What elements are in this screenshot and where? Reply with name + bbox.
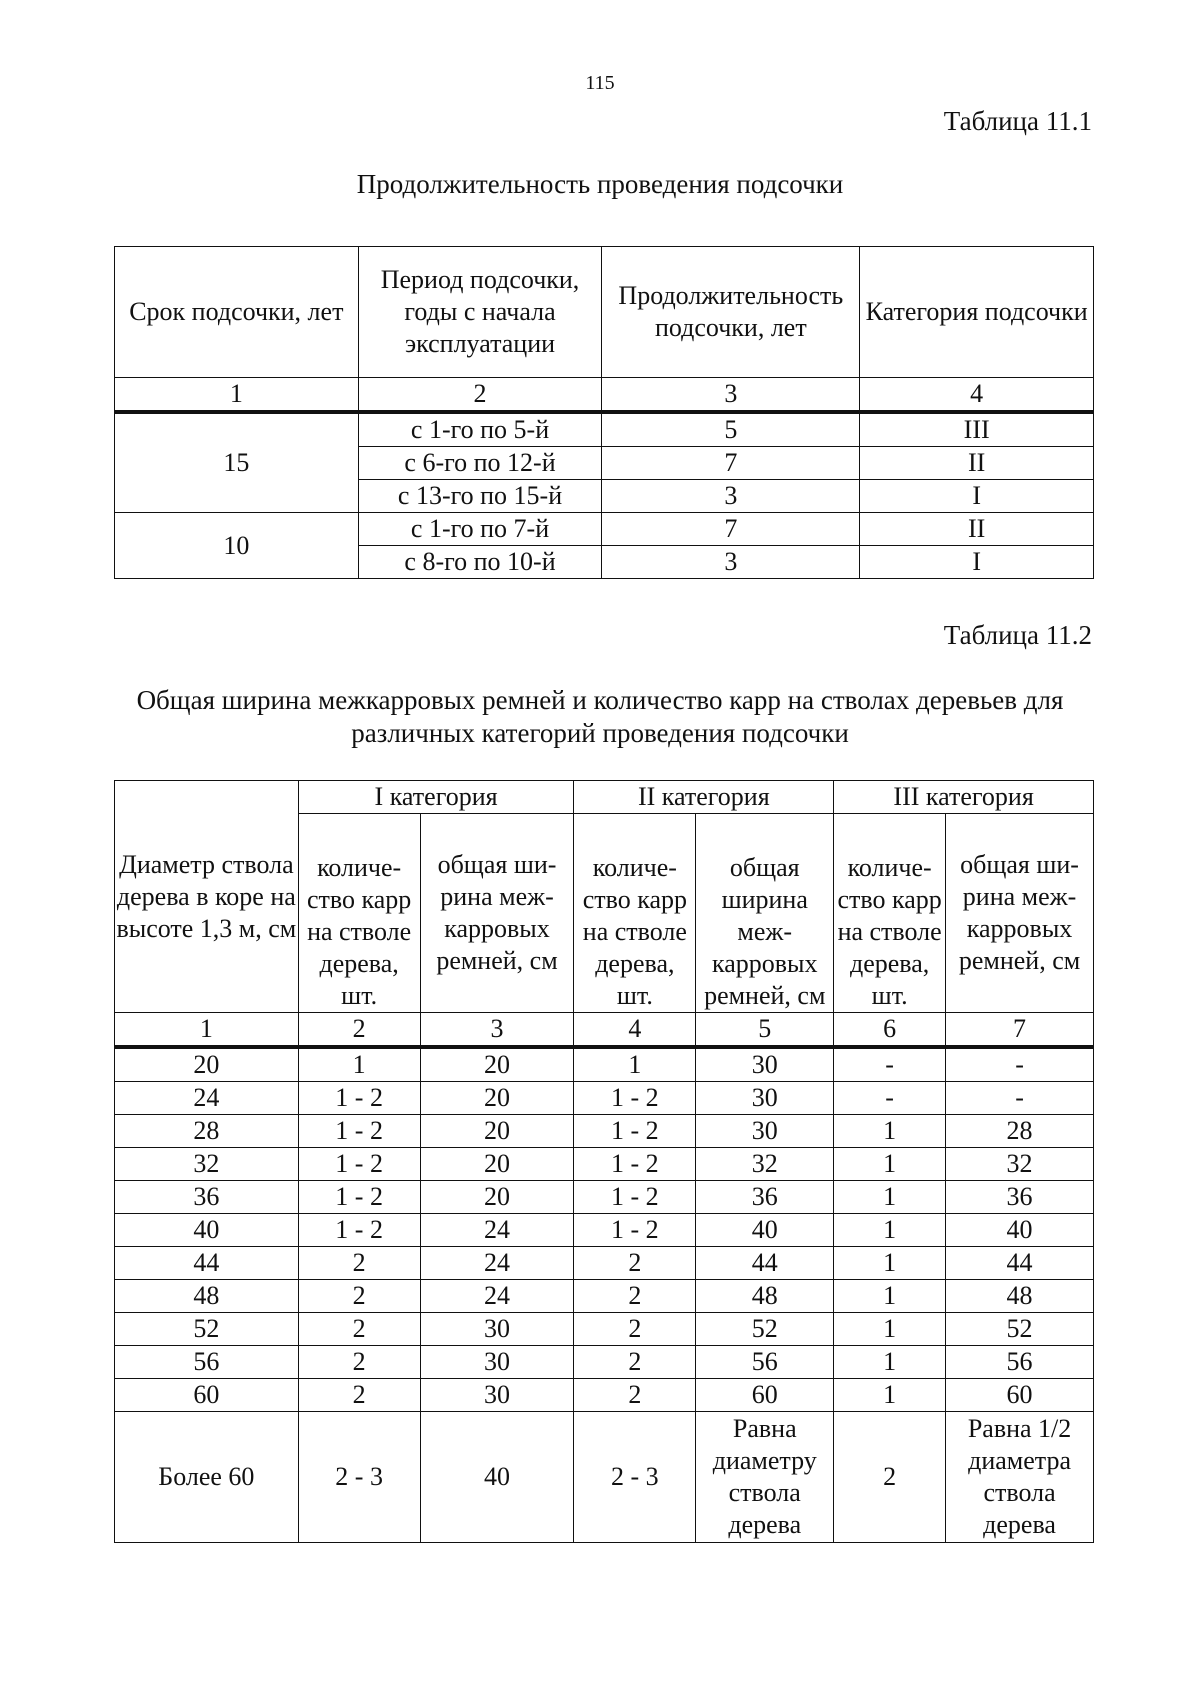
table-cell: 40 [420, 1412, 574, 1543]
table-row [115, 1214, 1094, 1247]
table-cell: 60 [115, 1379, 299, 1412]
category-cell: I [860, 480, 1094, 513]
table-cell: 30 [696, 1082, 834, 1115]
table-cell: 52 [946, 1313, 1094, 1346]
table-cell: 1 - 2 [298, 1148, 420, 1181]
table-cell: 1 - 2 [298, 1214, 420, 1247]
duration-cell: 3 [602, 480, 860, 513]
table-cell: 24 [420, 1214, 574, 1247]
table-row [115, 1148, 1094, 1181]
term-cell: 15 [115, 412, 359, 513]
table-cell: 2 [298, 1247, 420, 1280]
table-cell: 56 [115, 1346, 299, 1379]
category-cell: II [860, 447, 1094, 480]
table-row [115, 1346, 1094, 1379]
period-cell: с 13-го по 15-й [358, 480, 602, 513]
table-cell: 24 [420, 1280, 574, 1313]
column-number: 2 [298, 1013, 420, 1048]
table-11-1-title: Продолжительность проведения подсочки [356, 169, 844, 199]
table-cell: 1 [834, 1247, 946, 1280]
table-cell: 56 [946, 1346, 1094, 1379]
table-row [115, 1082, 1094, 1115]
table-cell: 1 - 2 [574, 1214, 696, 1247]
header-count: количе-ство карр на стволе дерева, шт. [298, 814, 420, 1013]
table-row [115, 513, 1094, 546]
table-cell: 1 - 2 [574, 1181, 696, 1214]
header-period: Период подсочки, годы с начала эксплуатации [358, 247, 602, 378]
table-cell: 1 [298, 1047, 420, 1082]
table-cell: 40 [115, 1214, 299, 1247]
table-cell: 1 - 2 [574, 1082, 696, 1115]
table-cell: 20 [420, 1082, 574, 1115]
table-cell: 36 [115, 1181, 299, 1214]
header-duration: Продолжительность подсочки, лет [602, 247, 860, 378]
table-cell: 1 - 2 [574, 1115, 696, 1148]
table-cell: 20 [115, 1047, 299, 1082]
column-number: 4 [860, 378, 1094, 413]
table-cell: 2 [574, 1313, 696, 1346]
table-cell: 52 [115, 1313, 299, 1346]
table-cell: 1 [834, 1181, 946, 1214]
duration-cell: 5 [602, 412, 860, 447]
table-cell: 44 [115, 1247, 299, 1280]
table-cell: 28 [115, 1115, 299, 1148]
table-cell: 1 [574, 1047, 696, 1082]
page-number: 115 [585, 72, 615, 94]
table-cell: 1 [834, 1280, 946, 1313]
table-cell: 48 [115, 1280, 299, 1313]
table-cell: 30 [420, 1346, 574, 1379]
header-width: общая ши-рина меж-карровых ремней, см [946, 814, 1094, 1013]
table-row [115, 1181, 1094, 1214]
table-row [115, 1247, 1094, 1280]
term-cell: 10 [115, 513, 359, 579]
table-cell: 2 [574, 1247, 696, 1280]
table-cell: 40 [696, 1214, 834, 1247]
table-cell: 2 - 3 [574, 1412, 696, 1543]
table-cell: 60 [696, 1379, 834, 1412]
table-cell: 2 [298, 1346, 420, 1379]
table-row [115, 1280, 1094, 1313]
table-cell: 32 [696, 1148, 834, 1181]
period-cell: с 6-го по 12-й [358, 447, 602, 480]
table-cell: 44 [946, 1247, 1094, 1280]
header-category: Категория подсочки [860, 247, 1094, 378]
table-cell: 48 [696, 1280, 834, 1313]
table-cell: 2 [298, 1313, 420, 1346]
table-cell: 30 [420, 1313, 574, 1346]
header-width: общая ширина меж-карровых ремней, см [696, 814, 834, 1013]
table-cell: Более 60 [115, 1412, 299, 1543]
column-number: 1 [115, 1013, 299, 1048]
table-cell: 30 [696, 1047, 834, 1082]
table-cell: 2 [834, 1412, 946, 1543]
table-cell: 52 [696, 1313, 834, 1346]
period-cell: с 8-го по 10-й [358, 546, 602, 579]
table-cell: 24 [115, 1082, 299, 1115]
table-row [115, 1313, 1094, 1346]
table-cell: 24 [420, 1247, 574, 1280]
category-cell: III [860, 412, 1094, 447]
table-cell: 36 [946, 1181, 1094, 1214]
header-category-3: III категория [834, 781, 1094, 814]
table-cell: 1 [834, 1313, 946, 1346]
header-category-1: I категория [298, 781, 574, 814]
table-cell: Равна 1/2 диаметра ствола дерева [946, 1412, 1094, 1543]
table-11-1-label: Таблица 11.1 [943, 106, 1092, 136]
table-cell: 48 [946, 1280, 1094, 1313]
table-cell: - [834, 1047, 946, 1082]
header-category-2: II категория [574, 781, 834, 814]
table-11-2-title: Общая ширина межкарровых ремней и количество карр на стволах деревьев для различных категорий проведения подсочки [136, 685, 1064, 748]
table-cell: 28 [946, 1115, 1094, 1148]
table-row [115, 1412, 1094, 1543]
header-count: количе-ство карр на стволе дерева, шт. [834, 814, 946, 1013]
table-cell: 1 [834, 1115, 946, 1148]
category-cell: II [860, 513, 1094, 546]
table-cell: 1 - 2 [574, 1148, 696, 1181]
period-cell: с 1-го по 7-й [358, 513, 602, 546]
table-cell: 20 [420, 1047, 574, 1082]
table-cell: 32 [946, 1148, 1094, 1181]
table-cell: - [946, 1082, 1094, 1115]
table-cell: 1 - 2 [298, 1115, 420, 1148]
table-cell: 2 [574, 1280, 696, 1313]
header-width: общая ши-рина меж-карровых ремней, см [420, 814, 574, 1013]
table-cell: - [946, 1047, 1094, 1082]
table-cell: 36 [696, 1181, 834, 1214]
table-cell: 56 [696, 1346, 834, 1379]
column-number: 3 [420, 1013, 574, 1048]
table-cell: 2 [298, 1379, 420, 1412]
header-count: количе-ство карр на стволе дерева, шт. [574, 814, 696, 1013]
table-row [115, 412, 1094, 447]
belt-width-table [114, 780, 1094, 1543]
duration-cell: 7 [602, 447, 860, 480]
column-number: 6 [834, 1013, 946, 1048]
table-cell: 2 [574, 1379, 696, 1412]
table-cell: 44 [696, 1247, 834, 1280]
category-cell: I [860, 546, 1094, 579]
duration-table [114, 246, 1094, 579]
table-row [115, 1047, 1094, 1082]
duration-cell: 3 [602, 546, 860, 579]
table-cell: 2 [298, 1280, 420, 1313]
table-cell: 1 - 2 [298, 1082, 420, 1115]
period-cell: с 1-го по 5-й [358, 412, 602, 447]
table-cell: 60 [946, 1379, 1094, 1412]
table-cell: Равна диаметру ствола дерева [696, 1412, 834, 1543]
table-11-2-label: Таблица 11.2 [943, 620, 1092, 650]
table-row [115, 1379, 1094, 1412]
column-number: 5 [696, 1013, 834, 1048]
table-cell: - [834, 1082, 946, 1115]
column-number: 4 [574, 1013, 696, 1048]
duration-cell: 7 [602, 513, 860, 546]
table-cell: 30 [420, 1379, 574, 1412]
table-cell: 1 [834, 1379, 946, 1412]
table-cell: 30 [696, 1115, 834, 1148]
table-cell: 1 - 2 [298, 1181, 420, 1214]
table-cell: 20 [420, 1115, 574, 1148]
table-cell: 20 [420, 1148, 574, 1181]
column-number: 2 [358, 378, 602, 413]
column-number: 3 [602, 378, 860, 413]
table-cell: 40 [946, 1214, 1094, 1247]
table-cell: 1 [834, 1346, 946, 1379]
column-number: 1 [115, 378, 359, 413]
table-cell: 2 - 3 [298, 1412, 420, 1543]
table-cell: 1 [834, 1214, 946, 1247]
table-cell: 20 [420, 1181, 574, 1214]
header-term: Срок подсочки, лет [115, 247, 359, 378]
header-diameter: Диаметр ствола дерева в коре на высоте 1,3 м, см [115, 781, 299, 1013]
table-row [115, 1115, 1094, 1148]
table-cell: 1 [834, 1148, 946, 1181]
table-cell: 2 [574, 1346, 696, 1379]
table-cell: 32 [115, 1148, 299, 1181]
column-number: 7 [946, 1013, 1094, 1048]
